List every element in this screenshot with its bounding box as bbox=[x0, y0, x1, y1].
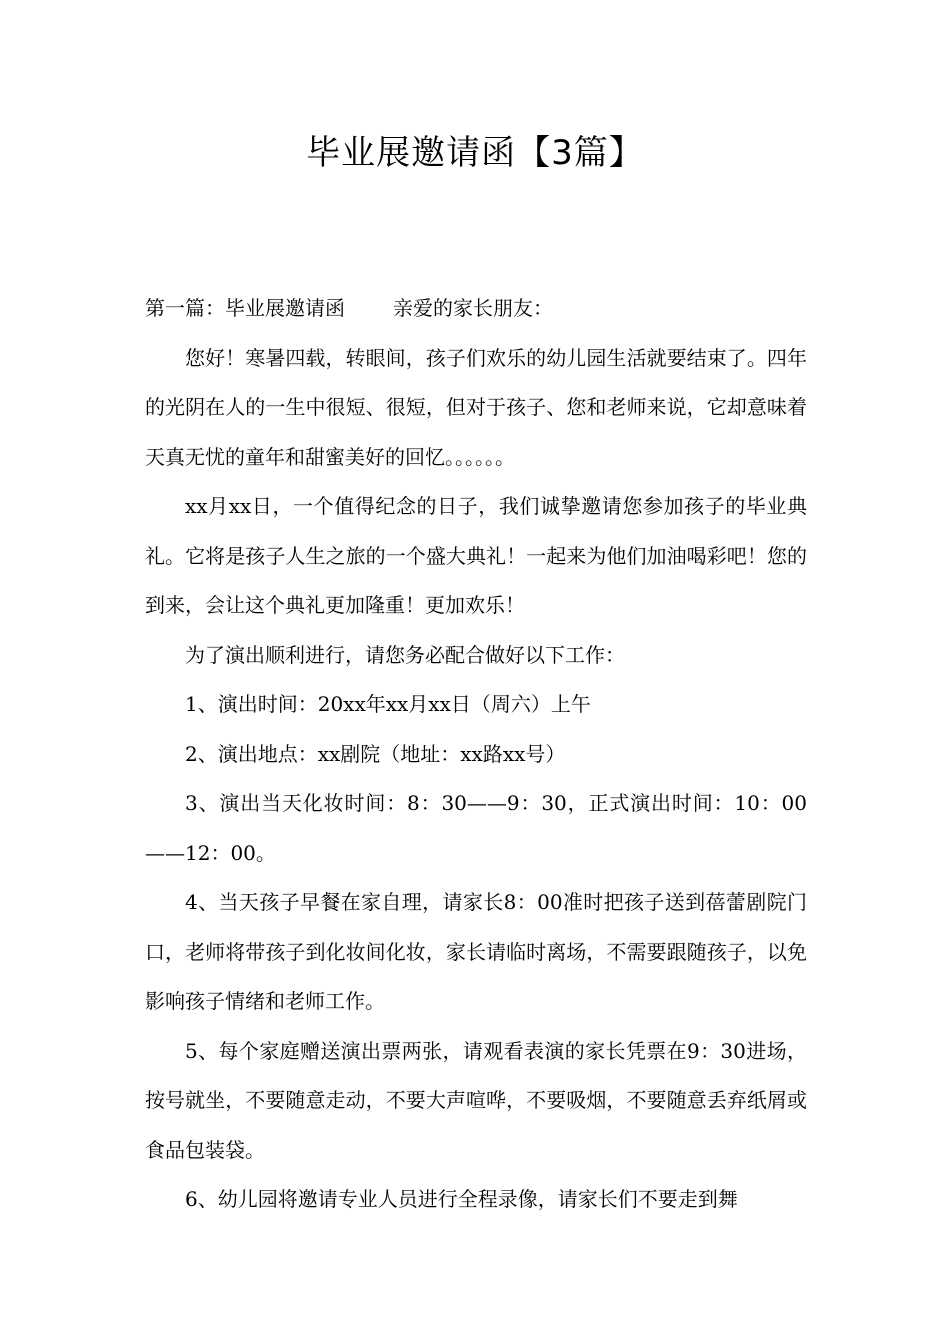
document-title: 毕业展邀请函【3篇】 bbox=[306, 133, 644, 173]
document-body bbox=[145, 284, 807, 1225]
salutation: 亲爱的家长朋友： bbox=[393, 296, 553, 320]
list-item-schedule: 3、演出当天化妆时间：8：30——9：30，正式演出时间：10：00——12：00。 bbox=[145, 791, 807, 865]
list-item-tickets: 5、每个家庭赠送演出票两张，请观看表演的家长凭票在9：30进场，按号就坐，不要随意走动，不要大声喧哗，不要吸烟，不要随意丢弃纸屑或食品包装袋。 bbox=[145, 1038, 807, 1162]
list-item-recording: 6、幼儿园将邀请专业人员进行全程录像，请家长们不要走到舞 bbox=[185, 1187, 738, 1211]
paragraph-notice-intro: 为了演出顺利进行，请您务必配合做好以下工作： bbox=[185, 642, 625, 667]
section-heading-line bbox=[145, 284, 807, 334]
list-item-breakfast: 4、当天孩子早餐在家自理，请家长8：00准时把孩子送到蓓蕾剧院门口，老师将带孩子到化妆间化妆，家长请临时离场，不需要跟随孩子，以免影响孩子情绪和老师工作。 bbox=[145, 890, 807, 1013]
list-item-time: 1、演出时间：20xx年xx月xx日（周六）上午 bbox=[185, 692, 591, 716]
list-item-location: 2、演出地点：xx剧院（地址：xx路xx号） bbox=[185, 741, 566, 766]
paragraph-greeting: 您好！寒暑四载，转眼间，孩子们欢乐的幼儿园生活就要结束了。四年的光阴在人的一生中很短、很短，但对于孩子、您和老师来说，它却意味着天真无忧的童年和甜蜜美好的回忆。。。。。。 bbox=[145, 345, 807, 469]
paragraph-invitation: xx月xx日，一个值得纪念的日子，我们诚挚邀请您参加孩子的毕业典礼。它将是孩子人生之旅的一个盛大典礼！一起来为他们加油喝彩吧！您的到来，会让这个典礼更加隆重！更加欢乐！ bbox=[145, 494, 807, 617]
section-heading: 第一篇：毕业展邀请函 bbox=[145, 296, 345, 320]
